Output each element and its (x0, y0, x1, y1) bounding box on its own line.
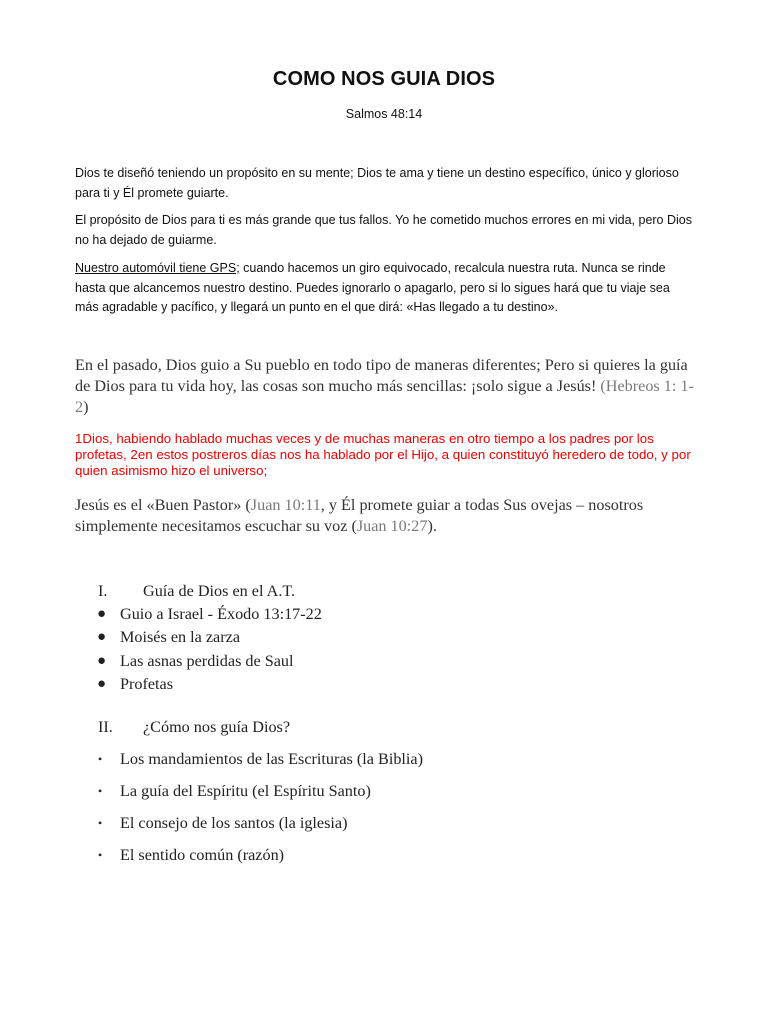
past-guidance-paragraph (75, 355, 695, 418)
bullet-icon: • (98, 752, 103, 766)
list-item (0, 673, 700, 695)
intro-paragraph-2: El propósito de Dios para ti es más grande que tus fallos. Yo he cometido muchos errores en mi vida, pero Dios no ha dejado de guiarme. (75, 213, 692, 247)
ref-open: ( (600, 377, 606, 395)
ref-close: ) (83, 398, 89, 416)
section-title: Guía de Dios en el A.T. (143, 582, 296, 600)
list-item-text: Los mandamientos de las Escrituras (la Biblia) (120, 750, 423, 768)
gps-paragraph-text: cuando hacemos un giro equivocado, recalcula nuestra ruta. Nunca se rinde hasta que alcancemos nuestro destino. Puedes ignorarlo o apagarlo, pero si lo sigues hará que tu viaje sea más agradable y pacífico, y llegará un punto en el que dirá: «Has llegado a tu destino». (75, 261, 670, 314)
past-guidance-text: En el pasado, Dios guio a Su pueblo en todo tipo de maneras diferentes; Pero si quieres la guía de Dios para tu vida hoy, las cosas son mucho más sencillas: ¡solo sigue a Jesús! (75, 356, 688, 395)
bullet-icon: ● (97, 676, 107, 692)
section-title: ¿Cómo nos guía Dios? (143, 718, 291, 736)
list-item-text: El consejo de los santos (la iglesia) (120, 814, 348, 832)
list-item (0, 626, 700, 648)
bullet-icon: • (98, 816, 103, 830)
shepherd-text-b: , y Él promete guiar a todas Sus ovejas – nosotros simplemente necesitamos escuchar su voz ( (75, 496, 644, 535)
list-item (0, 844, 700, 866)
document-title: COMO NOS GUIA DIOS (272, 68, 496, 90)
juan-10-11-reference: Juan 10:11 (250, 496, 321, 514)
list-item-text: Profetas (120, 675, 174, 693)
bullet-icon: • (98, 784, 103, 798)
outline-section-1-heading (0, 580, 700, 602)
list-item (0, 748, 700, 770)
scripture-reference: Salmos 48:14 (345, 107, 423, 121)
shepherd-text-a: Jesús es el «Buen Pastor» ( (75, 496, 251, 514)
list-item-text: Guio a Israel - Éxodo 13:17-22 (120, 605, 322, 623)
gps-underlined-phrase: Nuestro automóvil tiene GPS; (75, 261, 240, 275)
list-item (0, 780, 700, 802)
list-item-text: Las asnas perdidas de Saul (120, 652, 294, 670)
bullet-icon: • (98, 848, 103, 862)
bullet-icon: ● (97, 629, 107, 645)
good-shepherd-paragraph (75, 495, 695, 537)
section-number: I. (98, 582, 108, 600)
juan-10-27-reference: Juan 10:27 (356, 517, 428, 535)
list-item (0, 603, 700, 625)
list-item-text: La guía del Espíritu (el Espíritu Santo) (120, 782, 371, 800)
intro-paragraph-1: Dios te diseñó teniendo un propósito en su mente; Dios te ama y tiene un destino específico, único y glorioso para ti y Él promete guiarte. (75, 166, 679, 200)
outline-section-2-heading (0, 716, 700, 738)
list-item-text: Moisés en la zarza (120, 628, 240, 646)
shepherd-text-c: ). (427, 517, 437, 535)
list-item-text: El sentido común (razón) (120, 846, 285, 864)
hebreos-reference: Hebreos 1: 1-2 (75, 377, 694, 416)
list-item (0, 812, 700, 834)
hebreos-scripture-quote: 1Dios, habiendo hablado muchas veces y de muchas maneras en otro tiempo a los padres por los profetas, 2en estos postreros días nos ha hablado por el Hijo, a quien constituyó heredero de todo, y por quien asimismo hizo el universo; (75, 431, 691, 478)
bullet-icon: ● (97, 606, 107, 622)
bullet-icon: ● (97, 653, 107, 669)
intro-paragraph-3 (75, 259, 695, 318)
section-number: II. (98, 718, 113, 736)
list-item (0, 650, 700, 672)
